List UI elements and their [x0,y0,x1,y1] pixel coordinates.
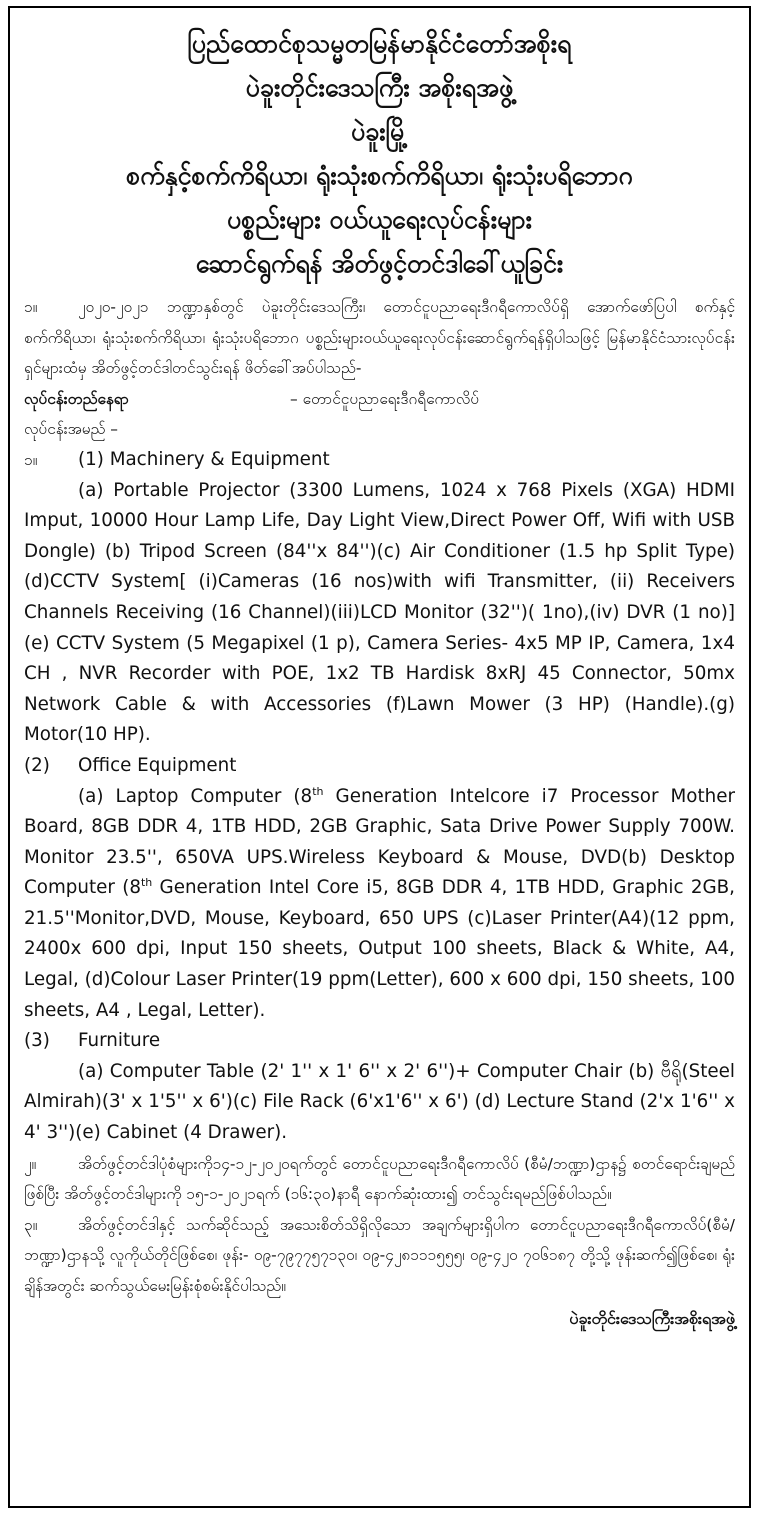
intro-number: ၁။ [24,298,38,316]
location-label: လုပ်ငန်းတည်နေရာ [24,389,129,408]
section-machinery-items: (a) Portable Projector (3300 Lumens, 1024 x 768 Pixels (XGA) HDMI Imput, 10000 Hour Lamp Life, Day Light View,Direct Power Off, Wifi with USB Dongle) (b) Tripod Screen (84''x 84'')(c) Air Conditioner (1.5 hp Split Type)(d)CCTV System[ (i)Cameras (16 nos)with wifi Transmitter, (ii) Receivers Channels Receiving (16 Channel)(iii)LCD Monitor (32'')( 1no),(iv) DVR (1 no)] (e) CCTV System (5 Megapixel (1 p), Camera Series- 4x5 MP IP, Camera, 1x4 CH , NVR Recorder with POE, 1x2 TB Hardisk 8xRJ 45 Connector, 50mx Network Cable & with Accessories (f)Lawn Mower (3 HP) (Handle).(g) Motor(10 HP). [24,479,735,746]
intro-paragraph [24,292,735,384]
sales-number: ၂။ [24,1154,37,1173]
section-office-title [24,751,735,782]
heading-line-region: ပဲခူးတိုင်းဒေသကြီး အစိုးရအဖွဲ့ [245,73,514,102]
signature: ပဲခူးတိုင်းဒေသကြီးအစိုးရအဖွဲ့ [569,1308,735,1328]
intro-text: ၂၀၂၀-၂၀၂၁ ဘဏ္ဍာနှစ်တွင် ပဲခူးတိုင်းဒေသကြီး၊ တောင်ငူပညာရေးဒီဂရီကောလိပ်ရှိ အောက်ဖော်ပြပါ စက်နှင့်စက်ကိရိယာ၊ ရုံးသုံးစက်ကိရိယာ၊ ရုံးသုံးပရိဘောဂ ပစ္စည်းများဝယ်ယူရေးလုပ်ငန်းဆောင်ရွက်ရန်ရှိပါသဖြင့် မြန်မာနိုင်ငံသားလုပ်ငန်းရှင်များထံမှ အိတ်ဖွင့်တင်ဒါတင်သွင်းရန် ဖိတ်ခေါ်အပ်ပါသည်- [24,298,735,378]
heading-line-city: ပဲခူးမြို့ [350,117,408,146]
office-items-part-1: (a) Laptop Computer (8 [78,785,313,807]
section-machinery-number: ၁။ [24,450,38,469]
notice-body [24,292,735,1334]
heading-line-purchase: ပစ္စည်းများ ဝယ်ယူရေးလုပ်ငန်းများ [227,205,532,234]
section-office-items [24,782,735,1027]
section-office-heading: Office Equipment [78,754,237,776]
notice-heading [24,22,735,286]
sales-paragraph [24,1149,735,1210]
section-furniture-items: (a) Computer Table (2' 1'' x 1' 6'' x 2' 6'')+ Computer Chair (b) ဗီရို(Steel Almirah)(3' x 1'5'' x 6')(c) File Rack (6'x1'6'' x 6') (d) Lecture Stand (2'x 1'6'' x 4' 3'')(e) Cabinet (4 Drawer). [24,1060,735,1144]
tender-notice [8,6,751,1508]
section-furniture-number: (3) [24,1030,50,1052]
section-machinery-heading: (1) Machinery & Equipment [78,448,330,470]
office-items-superscript-1: th [312,784,324,798]
office-items-superscript-2: th [140,876,153,890]
office-items-part-2: Generation Intelcore i7 Processor Mother Board, 8GB DDR 4, 1TB HDD, 2GB Graphic, Sata Drive Power Supply 700W. Monitor 23.5'', 650VA UPS.Wireless Keyboard & Mouse, DVD(b) Desktop Computer (8 [24,785,735,899]
office-items-part-3: Generation Intel Core i5, 8GB DDR 4, 1TB HDD, Graphic 2GB, 21.5''Monitor,DVD, Mouse, Keyboard, 650 UPS (c)Laser Printer(A4)(12 ppm, 2400x 600 dpi, Input 150 sheets, Output 100 sheets, Black & White, A4, Legal, (d)Colour Laser Printer(19 ppm(Letter), 600 x 600 dpi, 150 sheets, 100 sheets, A4 , Legal, Letter). [24,877,735,1021]
sales-text: အိတ်ဖွင့်တင်ဒါပုံစံများကို၁၄-၁၂-၂၀၂၀ရက်တွင် တောင်ငူပညာရေးဒီဂရီကောလိပ် (စီမံ/ဘဏ္ဍာ)ဌာန၌ စတင်ရောင်းချမည်ဖြစ်ပြီး အိတ်ဖွင့်တင်ဒါများကို ၁၅-၁-၂၀၂၁ရက် (၁၆:၃၀)နာရီ နောက်ဆုံးထား၍ တင်သွင်းရမည်ဖြစ်ပါသည်။ [24,1154,735,1204]
section-furniture-title [24,1026,735,1057]
section-office-number: (2) [24,754,50,776]
contact-paragraph [24,1210,735,1302]
heading-line-items: စက်နှင့်စက်ကိရိယာ၊ ရုံးသုံးစက်ကိရိယာ၊ ရုံးသုံးပရိဘောဂ [126,161,633,190]
contact-text: အိတ်ဖွင့်တင်ဒါနှင့် သက်ဆိုင်သည့် အသေးစိတ်သိရှိလိုသော အချက်များရှိပါက တောင်ငူပညာရေးဒီဂရီကောလိပ်(စီမံ/ဘဏ္ဍာ)ဌာနသို့ လူကိုယ်တိုင်ဖြစ်စေ၊ ဖုန်း- ၀၉-၇၉၇၇၅၇၁၃၀၊ ၀၉-၄၂၈၁၁၁၅၅၅၊ ၀၉-၄၂၀ ၇၀၆၁၈၇ တို့သို့ ဖုန်းဆက်၍ဖြစ်စေ၊ ရုံးချိန်အတွင်း ဆက်သွယ်မေးမြန်းစုံစမ်းနိုင်ပါသည်။ [24,1215,735,1295]
works-label: လုပ်ငန်းအမည် – [24,420,119,439]
section-machinery-title [24,445,735,476]
location-row [24,384,735,415]
section-furniture-heading: Furniture [78,1030,161,1052]
contact-number: ၃။ [24,1215,38,1234]
location-value: – တောင်ငူပညာရေးဒီဂရီကောလိပ် [290,389,480,408]
heading-line-invitation: ဆောင်ရွက်ရန် အိတ်ဖွင့်တင်ဒါခေါ်ယူခြင်း [195,249,564,278]
heading-line-government: ပြည်ထောင်စုသမ္မတမြန်မာနိုင်ငံတော်အစိုးရ [187,29,572,58]
